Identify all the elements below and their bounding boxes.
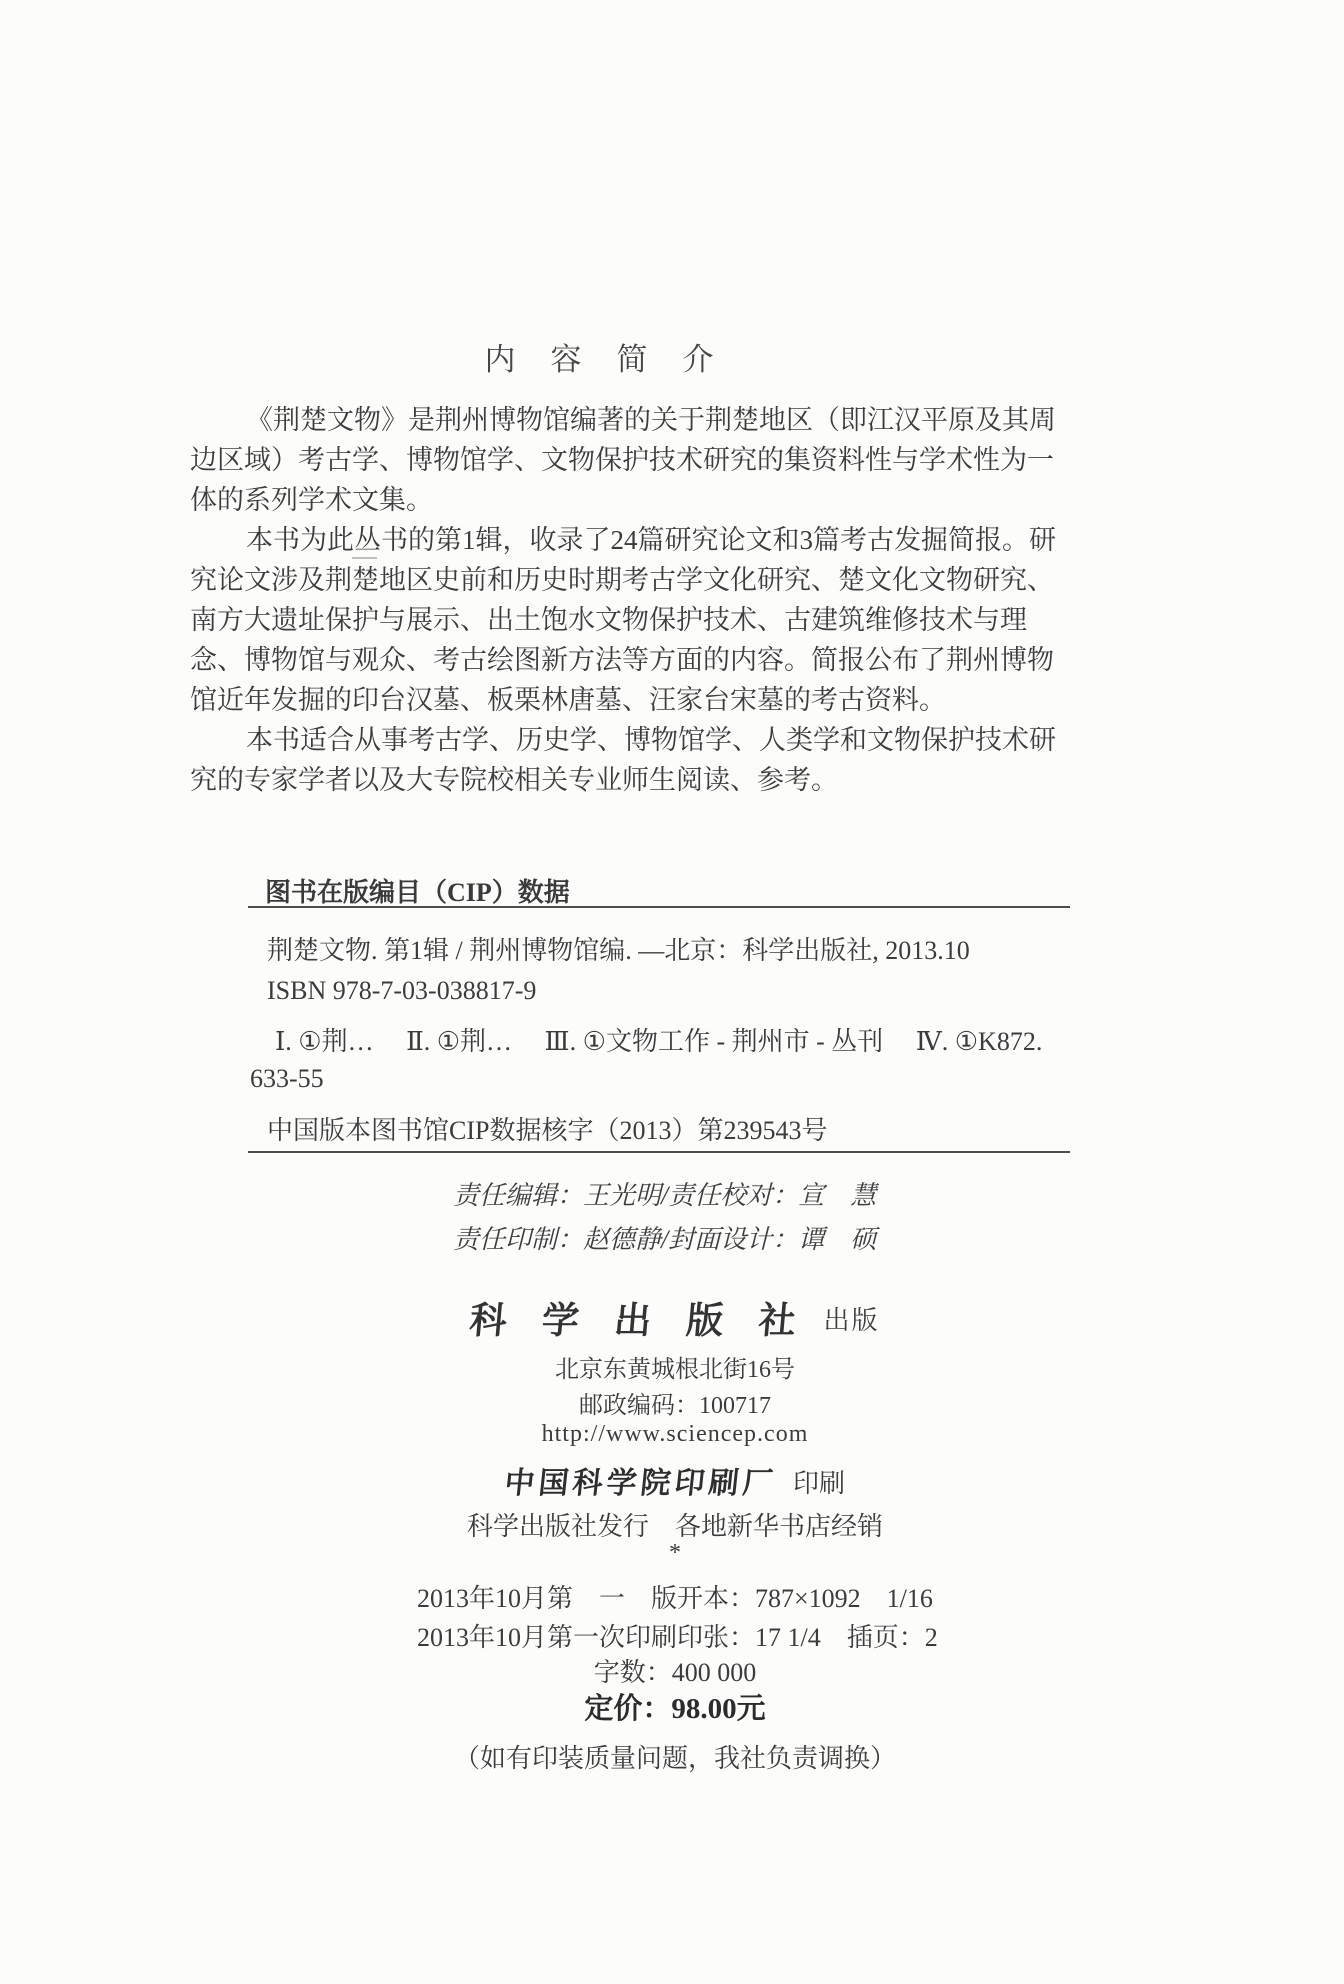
separator-asterisk: * — [669, 1540, 681, 1566]
publisher-postcode: 邮政编码：100717 — [579, 1393, 771, 1419]
summary-line: 体的系列学术文集。 — [190, 485, 433, 515]
distribution-line: 科学出版社发行 各地新华书店经销 — [466, 1512, 883, 1541]
summary-line: 本书适合从事考古学、历史学、博物馆学、人类学和文物保护技术研 — [246, 725, 1056, 755]
publisher-logotype: 科 学 出 版 社 — [468, 1301, 811, 1342]
summary-line: 究论文涉及荆楚地区史前和历史时期考古学文化研究、楚文化文物研究、 — [190, 565, 1054, 595]
impression-date: 2013年10月第一次印刷 — [417, 1623, 678, 1652]
cip-classification: Ⅰ. ①荆… Ⅱ. ①荆… Ⅲ. ①文物工作 - 荆州市 - 丛刊 Ⅳ. ①K872. — [275, 1027, 1043, 1056]
printer-logotype: 中国科学院印刷厂 — [502, 1467, 779, 1500]
printer-row — [190, 1458, 1160, 1502]
impression-row — [417, 1617, 938, 1654]
publisher-website: http://www.sciencep.com — [541, 1421, 809, 1447]
publisher-name-row — [190, 1290, 1160, 1344]
summary-line: 《荆楚文物》是荆州博物馆编著的关于荆楚地区（即江汉平原及其周 — [246, 405, 1056, 435]
credit-editing: 责任编辑：王光明/责任校对：宣 慧 — [453, 1181, 877, 1210]
publisher-address: 北京东黄城根北街16号 — [555, 1357, 795, 1383]
section-title-content-summary: 内 容 简 介 — [484, 342, 716, 377]
cip-divider-bottom — [248, 1151, 1070, 1153]
format-spec: 开本：787×1092 1/16 — [677, 1584, 933, 1613]
credit-printing: 责任印制：赵德静/封面设计：谭 硕 — [453, 1225, 877, 1254]
summary-line: 究的专家学者以及大专院校相关专业师生阅读、参考。 — [190, 765, 838, 795]
edition-row — [417, 1578, 933, 1615]
staff-credits — [453, 1174, 876, 1262]
word-count: 字数：400 000 — [593, 1658, 757, 1687]
publish-label: 出版 — [823, 1306, 880, 1335]
summary-line: 馆近年发掘的印台汉墓、板栗林唐墓、汪家台宋墓的考古资料。 — [190, 685, 946, 715]
cip-classification-continuation: 633-55 — [250, 1064, 324, 1093]
summary-line: 念、博物馆与观众、考古绘图新方法等方面的内容。简报公布了荆州博物 — [190, 645, 1054, 675]
price: 定价：98.00元 — [584, 1693, 766, 1725]
cip-isbn: ISBN 978-7-03-038817-9 — [267, 976, 537, 1005]
cip-divider-top — [248, 906, 1070, 908]
print-artifact-mark — [352, 557, 377, 559]
content-summary-text — [190, 400, 1090, 800]
print-label: 印刷 — [792, 1469, 845, 1498]
summary-line: 边区域）考古学、博物馆学、文物保护技术研究的集资料性与学术性为一 — [190, 445, 1054, 475]
cip-block-header: 图书在版编目（CIP）数据 — [265, 878, 570, 907]
sheets-spec: 印张：17 1/4 插页：2 — [677, 1623, 938, 1652]
summary-line: 南方大遗址保护与展示、出土饱水文物保护技术、古建筑维修技术与理 — [190, 605, 1027, 635]
quality-note: （如有印装质量问题，我社负责调换） — [453, 1744, 896, 1773]
cip-record-number: 中国版本图书馆CIP数据核字（2013）第239543号 — [267, 1116, 828, 1145]
cip-title-line: 荆楚文物. 第1辑 / 荆州博物馆编. —北京：科学出版社, 2013.10 — [267, 936, 970, 965]
edition-date: 2013年10月第 一 版 — [417, 1584, 678, 1613]
summary-line: 本书为此丛书的第1辑，收录了24篇研究论文和3篇考古发掘简报。研 — [246, 525, 1056, 555]
